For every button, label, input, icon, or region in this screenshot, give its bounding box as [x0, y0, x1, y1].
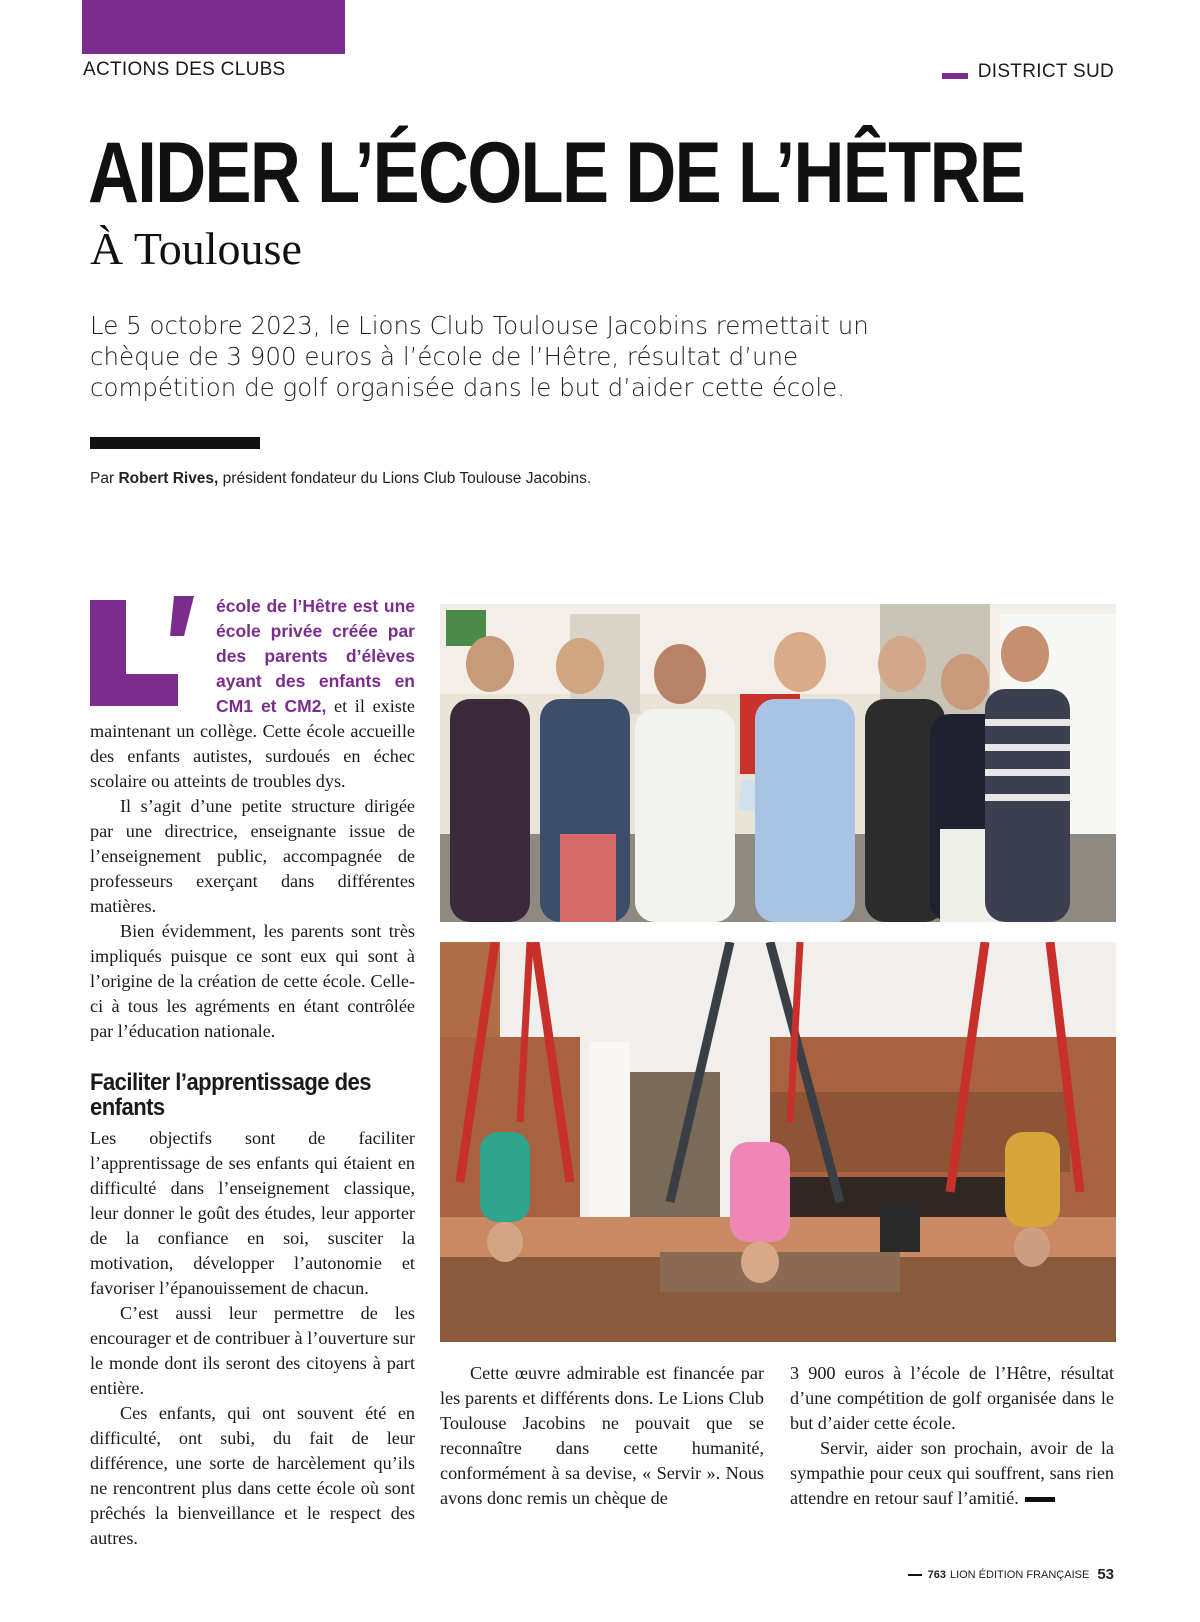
body-paragraph: Cette œuvre admirable est financée par les parents et différents dons. Le Lions Club Toulouse Jacobins ne pouvait que se reconnaître dans cette humanité, conformément à sa devise, « Servir ». Nous avons donc remis un chèque de	[440, 1363, 764, 1508]
publication-name: LION ÉDITION FRANÇAISE	[949, 1568, 1090, 1581]
intro-highlight: école de l’Hêtre est une école privée créée par des parents d’élèves ayant des enfants en CM1 et CM2,	[216, 596, 415, 716]
article-title: AIDER L’ÉCOLE DE L’HÊTRE	[88, 125, 1025, 221]
body-paragraph: C’est aussi leur permettre de les encourager et de contribuer à l’ouverture sur le monde dont ils seront des citoyens à part entière.	[90, 1303, 415, 1398]
section-heading: Faciliter l’apprentissage des enfants	[90, 1069, 371, 1121]
body-paragraph: 3 900 euros à l’école de l’Hêtre, résultat d’une compétition de golf organisée dans le but d’aider cette école.	[790, 1363, 1114, 1433]
page-footer	[908, 1566, 1114, 1583]
header-color-band	[82, 0, 345, 54]
footer-dash	[908, 1574, 922, 1576]
dropcap-letter	[90, 596, 208, 706]
issue-number: 763	[927, 1568, 946, 1581]
body-paragraph: Il s’agit d’une petite structure dirigée par une directrice, enseignante issue de l’enseignement public, accompagnée de professeurs exerçant dans différentes matières.	[90, 796, 415, 916]
body-paragraph: Les objectifs sont de faciliter l’apprentissage de ses enfants qui étaient en difficulté dans l’enseignement classique, leur donner le goût des études, leur apporter de la confiance en soi, susciter la motivation, développer l’autonomie et favoriser l’épanouissement de chacun.	[90, 1128, 415, 1298]
body-paragraph: Ces enfants, qui ont souvent été en difficulté, ont subi, du fait de leur différence, une sorte de harcèlement qu’ils ne rencontrent plus dans cette école où sont prêchés la bienveillance et le respect des autres.	[90, 1403, 415, 1548]
article-column-1	[90, 594, 415, 1551]
district-label	[942, 61, 1114, 83]
article-column-3	[790, 1361, 1114, 1511]
byline-suffix: président fondateur du Lions Club Toulouse Jacobins.	[218, 470, 592, 487]
article-column-2	[440, 1361, 764, 1511]
aerial-yoga-photo	[440, 942, 1116, 1342]
article-lead: Le 5 octobre 2023, le Lions Club Toulouse Jacobins remettait un chèque de 3 900 euros à l’école de l’Hêtre, résultat d’une compétition de golf organisée dans le but d’aider cette école.	[90, 311, 869, 402]
group-cheque-photo	[440, 604, 1116, 922]
byline-author: Robert Rives,	[118, 470, 219, 487]
district-text: DISTRICT SUD	[977, 61, 1114, 82]
section-label: ACTIONS DES CLUBS	[83, 59, 286, 80]
district-dash	[942, 73, 968, 79]
article-subtitle: À Toulouse	[90, 223, 302, 274]
byline-prefix: Par	[90, 470, 119, 487]
body-paragraph: Bien évidemment, les parents sont très impliqués puisque ce sont eux qui sont à l’origine de la création de cette école. Celle-ci à tous les agréments en étant contrôlée par l’éducation nationale.	[90, 921, 415, 1041]
byline	[90, 470, 591, 488]
closing-paragraph	[790, 1436, 1114, 1511]
intro-paragraph	[90, 594, 415, 794]
intro-rest: et il existe maintenant un collège. Cette école accueille des enfants autistes, surdoués en échec scolaire ou atteints de troubles dys.	[90, 696, 416, 791]
end-of-article-mark	[1025, 1497, 1055, 1502]
lead-rule	[90, 437, 260, 449]
closing-text: Servir, aider son prochain, avoir de la sympathie pour ceux qui souffrent, sans rien attendre en retour sauf l’amitié.	[790, 1438, 1114, 1508]
page-number: 53	[1097, 1566, 1114, 1583]
